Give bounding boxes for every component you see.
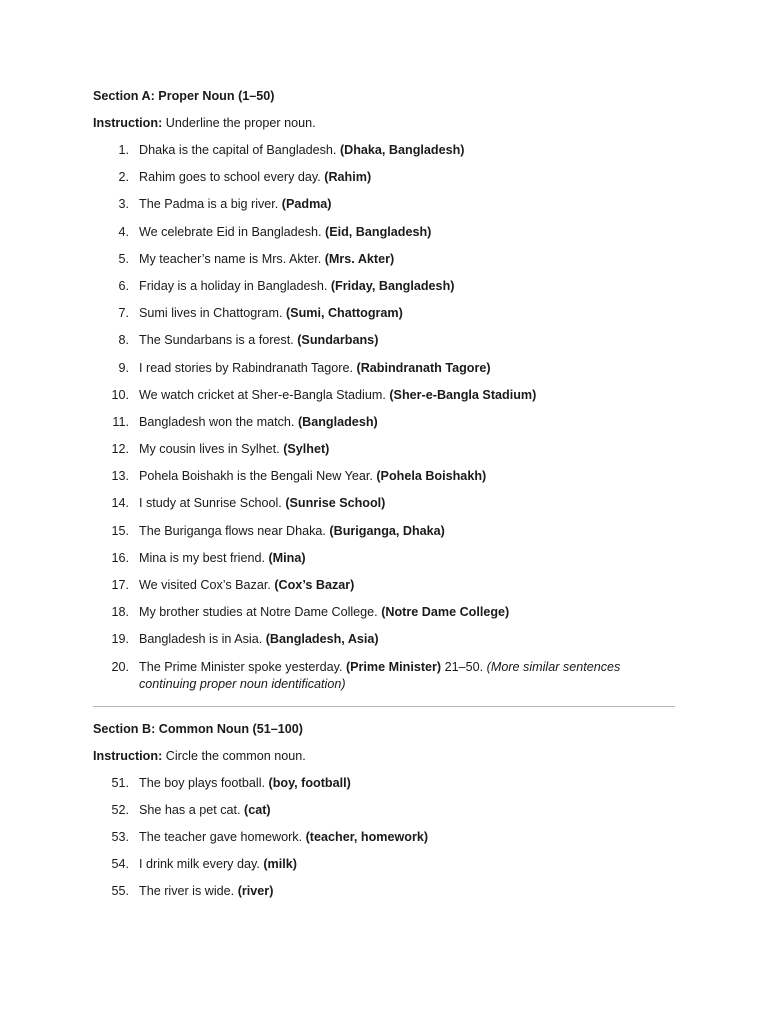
item-answer: (Sumi, Chattogram) bbox=[285, 306, 403, 321]
section-a-list bbox=[93, 142, 675, 694]
item-answer: (Bangladesh, Asia) bbox=[265, 632, 379, 647]
item-answer: (boy, football) bbox=[268, 775, 351, 790]
list-item bbox=[93, 278, 675, 296]
item-text: Sumi lives in Chattogram. (Sumi, Chattogram) bbox=[139, 306, 403, 321]
item-number: 11. bbox=[112, 414, 129, 429]
item-text: Rahim goes to school every day. (Rahim) bbox=[139, 170, 372, 185]
item-text: My cousin lives in Sylhet. (Sylhet) bbox=[139, 442, 330, 457]
list-item bbox=[93, 169, 675, 187]
item-text: She has a pet cat. (cat) bbox=[139, 802, 271, 817]
item-answer: (Sundarbans) bbox=[297, 333, 379, 348]
item-note: (More similar sentences continuing proper noun identification) bbox=[139, 659, 621, 692]
list-item bbox=[93, 414, 675, 432]
list-item bbox=[93, 775, 675, 793]
item-answer: (Rahim) bbox=[324, 170, 372, 185]
item-text: We watch cricket at Sher-e-Bangla Stadium. (Sher-e-Bangla Stadium) bbox=[139, 387, 537, 402]
instruction-text: Circle the common noun. bbox=[162, 748, 306, 763]
item-answer: (Prime Minister) bbox=[345, 659, 442, 674]
section-b-instruction bbox=[93, 748, 675, 764]
item-answer: (cat) bbox=[244, 802, 271, 817]
item-continuation: 21–50. bbox=[441, 659, 487, 674]
list-item bbox=[93, 441, 675, 459]
item-text: Friday is a holiday in Bangladesh. (Friday, Bangladesh) bbox=[139, 278, 455, 293]
instruction-label: Instruction: bbox=[93, 116, 163, 130]
item-answer: (Mrs. Akter) bbox=[324, 251, 395, 266]
item-answer: (Padma) bbox=[281, 197, 332, 212]
section-divider bbox=[93, 706, 675, 707]
item-answer: (Buriganga, Dhaka) bbox=[329, 523, 445, 538]
list-item bbox=[93, 829, 675, 847]
item-number: 13. bbox=[111, 469, 129, 484]
instruction-text: Underline the proper noun. bbox=[162, 116, 316, 130]
section-b-title: Section B: Common Noun (51–100) bbox=[93, 721, 303, 736]
list-item bbox=[93, 604, 675, 622]
list-item bbox=[93, 550, 675, 568]
item-number: 19. bbox=[111, 632, 129, 647]
instruction-label: Instruction: bbox=[93, 748, 163, 763]
item-text: Bangladesh is in Asia. (Bangladesh, Asia) bbox=[139, 632, 379, 647]
item-number: 7. bbox=[118, 306, 129, 321]
item-answer: (Dhaka, Bangladesh) bbox=[339, 143, 465, 157]
list-item bbox=[93, 523, 675, 541]
item-answer: (Sylhet) bbox=[283, 442, 330, 457]
item-answer: (Mina) bbox=[268, 550, 306, 565]
item-number: 51. bbox=[111, 775, 129, 790]
item-number: 5. bbox=[118, 251, 129, 266]
item-number: 54. bbox=[111, 857, 129, 872]
list-item bbox=[93, 387, 675, 405]
item-text: Pohela Boishakh is the Bengali New Year. (Pohela Boishakh) bbox=[139, 469, 487, 484]
item-answer: (Sher-e-Bangla Stadium) bbox=[389, 387, 537, 402]
item-number: 52. bbox=[111, 802, 129, 817]
item-answer: (Pohela Boishakh) bbox=[376, 469, 487, 484]
section-b-list bbox=[93, 775, 675, 901]
item-answer: (Sunrise School) bbox=[285, 496, 386, 511]
list-item bbox=[93, 631, 675, 649]
item-text: The Prime Minister spoke yesterday. (Prime Minister) 21–50. (More similar sentences continuing proper noun identification) bbox=[139, 659, 621, 692]
item-text: The teacher gave homework. (teacher, homework) bbox=[139, 829, 429, 844]
item-answer: (Eid, Bangladesh) bbox=[325, 224, 432, 239]
list-item bbox=[93, 332, 675, 350]
item-number: 9. bbox=[118, 360, 129, 375]
item-answer: (milk) bbox=[263, 857, 297, 872]
item-answer: (Cox’s Bazar) bbox=[274, 578, 355, 592]
item-number: 3. bbox=[118, 197, 129, 212]
section-a-instruction bbox=[93, 115, 675, 131]
list-item bbox=[93, 577, 675, 595]
item-text: The boy plays football. (boy, football) bbox=[139, 775, 351, 790]
item-text: My teacher’s name is Mrs. Akter. (Mrs. Akter) bbox=[139, 251, 395, 266]
item-text: I drink milk every day. (milk) bbox=[139, 857, 297, 872]
item-number: 6. bbox=[118, 278, 129, 293]
item-number: 15. bbox=[111, 523, 129, 538]
item-answer: (Bangladesh) bbox=[297, 414, 378, 429]
list-item bbox=[93, 856, 675, 874]
item-answer: (Notre Dame College) bbox=[381, 605, 510, 620]
list-item bbox=[93, 251, 675, 269]
list-item bbox=[93, 142, 675, 160]
item-number: 20. bbox=[111, 659, 129, 674]
list-item bbox=[93, 883, 675, 901]
item-text: I read stories by Rabindranath Tagore. (Rabindranath Tagore) bbox=[139, 360, 491, 375]
list-item bbox=[93, 224, 675, 242]
item-number: 2. bbox=[118, 170, 129, 185]
list-item bbox=[93, 196, 675, 214]
item-text: Mina is my best friend. (Mina) bbox=[139, 550, 306, 565]
item-number: 18. bbox=[111, 605, 129, 620]
item-text: We visited Cox’s Bazar. (Cox’s Bazar) bbox=[139, 578, 355, 592]
item-text: The Padma is a big river. (Padma) bbox=[139, 197, 332, 212]
item-answer: (teacher, homework) bbox=[305, 829, 429, 844]
item-text: The Sundarbans is a forest. (Sundarbans) bbox=[139, 333, 379, 348]
list-item bbox=[93, 659, 675, 694]
item-number: 10. bbox=[111, 387, 129, 402]
item-number: 55. bbox=[111, 884, 129, 899]
section-a-title: Section A: Proper Noun (1–50) bbox=[93, 89, 275, 103]
item-text: We celebrate Eid in Bangladesh. (Eid, Bangladesh) bbox=[139, 224, 432, 239]
item-number: 12. bbox=[111, 442, 129, 457]
item-answer: (Rabindranath Tagore) bbox=[356, 360, 491, 375]
item-number: 4. bbox=[118, 224, 129, 239]
item-answer: (Friday, Bangladesh) bbox=[330, 278, 455, 293]
item-number: 1. bbox=[118, 143, 129, 157]
list-item bbox=[93, 468, 675, 486]
list-item bbox=[93, 802, 675, 820]
item-text: The Buriganga flows near Dhaka. (Buriganga, Dhaka) bbox=[139, 523, 445, 538]
item-number: 8. bbox=[118, 333, 129, 348]
item-text: I study at Sunrise School. (Sunrise School) bbox=[139, 496, 386, 511]
item-text: The river is wide. (river) bbox=[139, 884, 274, 899]
item-text: Bangladesh won the match. (Bangladesh) bbox=[139, 414, 378, 429]
item-number: 53. bbox=[111, 829, 129, 844]
item-number: 16. bbox=[111, 550, 129, 565]
item-answer: (river) bbox=[237, 884, 274, 899]
item-text: Dhaka is the capital of Bangladesh. (Dhaka, Bangladesh) bbox=[139, 143, 465, 157]
item-number: 14. bbox=[111, 496, 129, 511]
item-text: My brother studies at Notre Dame College. (Notre Dame College) bbox=[139, 605, 510, 620]
list-item bbox=[93, 360, 675, 378]
list-item bbox=[93, 495, 675, 513]
item-number: 17. bbox=[111, 578, 129, 592]
list-item bbox=[93, 305, 675, 323]
